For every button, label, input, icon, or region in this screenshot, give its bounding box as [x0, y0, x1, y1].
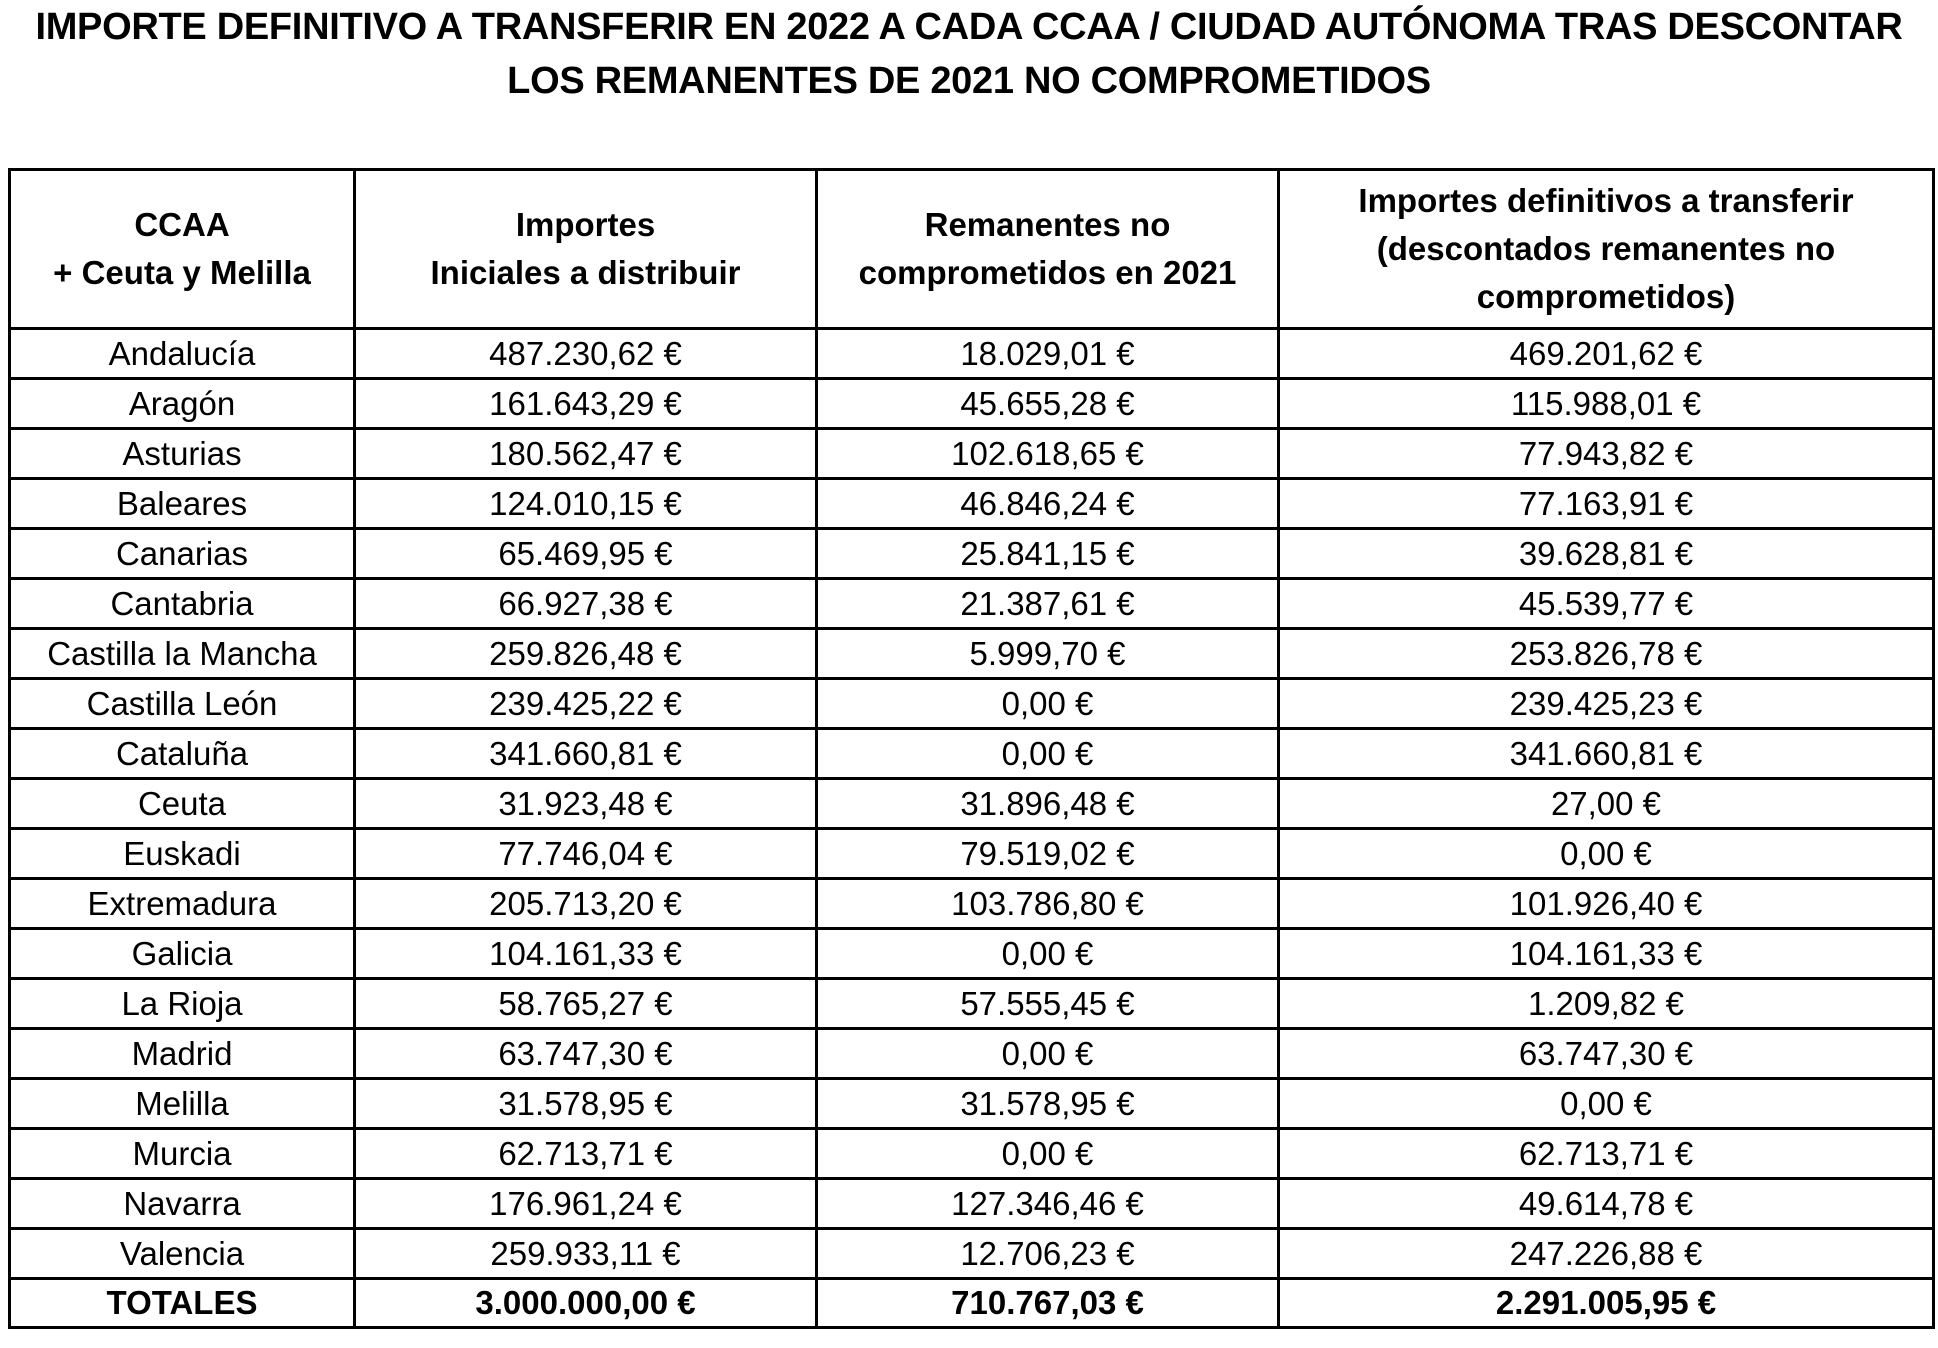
table-row — [10, 979, 1934, 1029]
region-cell: Extremadura — [10, 879, 355, 929]
initial-amount-cell: 259.826,48 € — [355, 629, 817, 679]
remainder-cell: 0,00 € — [817, 679, 1279, 729]
initial-amount-cell: 31.578,95 € — [355, 1079, 817, 1129]
total-final-amount: 2.291.005,95 € — [1279, 1279, 1934, 1328]
final-amount-cell: 101.926,40 € — [1279, 879, 1934, 929]
region-cell: Cataluña — [10, 729, 355, 779]
initial-amount-cell: 180.562,47 € — [355, 429, 817, 479]
table-row — [10, 929, 1934, 979]
region-cell: Baleares — [10, 479, 355, 529]
table-row — [10, 579, 1934, 629]
remainder-cell: 0,00 € — [817, 729, 1279, 779]
region-cell: Navarra — [10, 1179, 355, 1229]
table-body — [10, 329, 1934, 1328]
table-row — [10, 829, 1934, 879]
table-row — [10, 779, 1934, 829]
totals-label: TOTALES — [10, 1279, 355, 1328]
remainder-cell: 79.519,02 € — [817, 829, 1279, 879]
region-cell: Valencia — [10, 1229, 355, 1279]
region-cell: Asturias — [10, 429, 355, 479]
remainder-cell: 127.346,46 € — [817, 1179, 1279, 1229]
final-amount-cell: 469.201,62 € — [1279, 329, 1934, 379]
header-line: Importes — [515, 206, 656, 243]
table-row — [10, 879, 1934, 929]
remainder-cell: 57.555,45 € — [817, 979, 1279, 1029]
final-amount-cell: 27,00 € — [1279, 779, 1934, 829]
initial-amount-cell: 77.746,04 € — [355, 829, 817, 879]
remainder-cell: 31.578,95 € — [817, 1079, 1279, 1129]
title-line-2: LOS REMANENTES DE 2021 NO COMPROMETIDOS — [507, 60, 1431, 102]
final-amount-cell: 77.163,91 € — [1279, 479, 1934, 529]
initial-amount-cell: 124.010,15 € — [355, 479, 817, 529]
final-amount-cell: 247.226,88 € — [1279, 1229, 1934, 1279]
table-header-row — [10, 170, 1934, 329]
remainder-cell: 0,00 € — [817, 929, 1279, 979]
region-cell: Cantabria — [10, 579, 355, 629]
initial-amount-cell: 63.747,30 € — [355, 1029, 817, 1079]
final-amount-cell: 1.209,82 € — [1279, 979, 1934, 1029]
remainder-cell: 0,00 € — [817, 1029, 1279, 1079]
final-amount-cell: 63.747,30 € — [1279, 1029, 1934, 1079]
region-cell: Aragón — [10, 379, 355, 429]
remainder-cell: 102.618,65 € — [817, 429, 1279, 479]
initial-amount-cell: 104.161,33 € — [355, 929, 817, 979]
initial-amount-cell: 66.927,38 € — [355, 579, 817, 629]
initial-amount-cell: 161.643,29 € — [355, 379, 817, 429]
transfer-amounts-table — [8, 168, 1935, 1329]
final-amount-cell: 0,00 € — [1279, 1079, 1934, 1129]
table-row — [10, 1229, 1934, 1279]
total-remainders: 710.767,03 € — [817, 1279, 1279, 1328]
initial-amount-cell: 259.933,11 € — [355, 1229, 817, 1279]
final-amount-cell: 49.614,78 € — [1279, 1179, 1934, 1229]
initial-amount-cell: 239.425,22 € — [355, 679, 817, 729]
final-amount-cell: 45.539,77 € — [1279, 579, 1934, 629]
region-cell: Euskadi — [10, 829, 355, 879]
table-row — [10, 1079, 1934, 1129]
region-cell: Murcia — [10, 1129, 355, 1179]
final-amount-cell: 239.425,23 € — [1279, 679, 1934, 729]
initial-amount-cell: 205.713,20 € — [355, 879, 817, 929]
totals-row — [10, 1279, 1934, 1328]
header-final-amounts — [1279, 170, 1934, 329]
remainder-cell: 18.029,01 € — [817, 329, 1279, 379]
remainder-cell: 31.896,48 € — [817, 779, 1279, 829]
table-row — [10, 729, 1934, 779]
region-cell: Canarias — [10, 529, 355, 579]
final-amount-cell: 62.713,71 € — [1279, 1129, 1934, 1179]
table-row — [10, 629, 1934, 679]
region-cell: Ceuta — [10, 779, 355, 829]
table-row — [10, 1029, 1934, 1079]
final-amount-cell: 104.161,33 € — [1279, 929, 1934, 979]
table-row — [10, 1129, 1934, 1179]
header-line: (descontados remanentes no — [1376, 230, 1836, 267]
table-row — [10, 379, 1934, 429]
initial-amount-cell: 58.765,27 € — [355, 979, 817, 1029]
region-cell: Castilla León — [10, 679, 355, 729]
page-title — [0, 0, 1938, 108]
remainder-cell: 21.387,61 € — [817, 579, 1279, 629]
initial-amount-cell: 65.469,95 € — [355, 529, 817, 579]
initial-amount-cell: 31.923,48 € — [355, 779, 817, 829]
final-amount-cell: 39.628,81 € — [1279, 529, 1934, 579]
remainder-cell: 12.706,23 € — [817, 1229, 1279, 1279]
header-line: comprometidos) — [1476, 278, 1736, 315]
final-amount-cell: 341.660,81 € — [1279, 729, 1934, 779]
remainder-cell: 5.999,70 € — [817, 629, 1279, 679]
header-line: Remanentes no — [924, 206, 1171, 243]
remainder-cell: 103.786,80 € — [817, 879, 1279, 929]
table-row — [10, 529, 1934, 579]
table-row — [10, 329, 1934, 379]
header-line: CCAA — [134, 206, 230, 243]
region-cell: Andalucía — [10, 329, 355, 379]
header-initial-amounts — [355, 170, 817, 329]
final-amount-cell: 253.826,78 € — [1279, 629, 1934, 679]
region-cell: Castilla la Mancha — [10, 629, 355, 679]
initial-amount-cell: 487.230,62 € — [355, 329, 817, 379]
header-line: Iniciales a distribuir — [430, 254, 741, 291]
initial-amount-cell: 341.660,81 € — [355, 729, 817, 779]
region-cell: Melilla — [10, 1079, 355, 1129]
remainder-cell: 0,00 € — [817, 1129, 1279, 1179]
final-amount-cell: 0,00 € — [1279, 829, 1934, 879]
initial-amount-cell: 176.961,24 € — [355, 1179, 817, 1229]
remainder-cell: 46.846,24 € — [817, 479, 1279, 529]
final-amount-cell: 77.943,82 € — [1279, 429, 1934, 479]
header-remainders — [817, 170, 1279, 329]
table-row — [10, 1179, 1934, 1229]
remainder-cell: 25.841,15 € — [817, 529, 1279, 579]
title-line-1: IMPORTE DEFINITIVO A TRANSFERIR EN 2022 A CADA CCAA / CIUDAD AUTÓNOMA TRAS DESCONTAR — [35, 6, 1903, 48]
header-region — [10, 170, 355, 329]
header-line: comprometidos en 2021 — [858, 254, 1237, 291]
remainder-cell: 45.655,28 € — [817, 379, 1279, 429]
region-cell: Galicia — [10, 929, 355, 979]
region-cell: La Rioja — [10, 979, 355, 1029]
table-row — [10, 679, 1934, 729]
header-line: + Ceuta y Melilla — [53, 254, 311, 291]
table-row — [10, 429, 1934, 479]
table-row — [10, 479, 1934, 529]
region-cell: Madrid — [10, 1029, 355, 1079]
initial-amount-cell: 62.713,71 € — [355, 1129, 817, 1179]
final-amount-cell: 115.988,01 € — [1279, 379, 1934, 429]
total-initial-amount: 3.000.000,00 € — [355, 1279, 817, 1328]
header-line: Importes definitivos a transferir — [1358, 182, 1854, 219]
